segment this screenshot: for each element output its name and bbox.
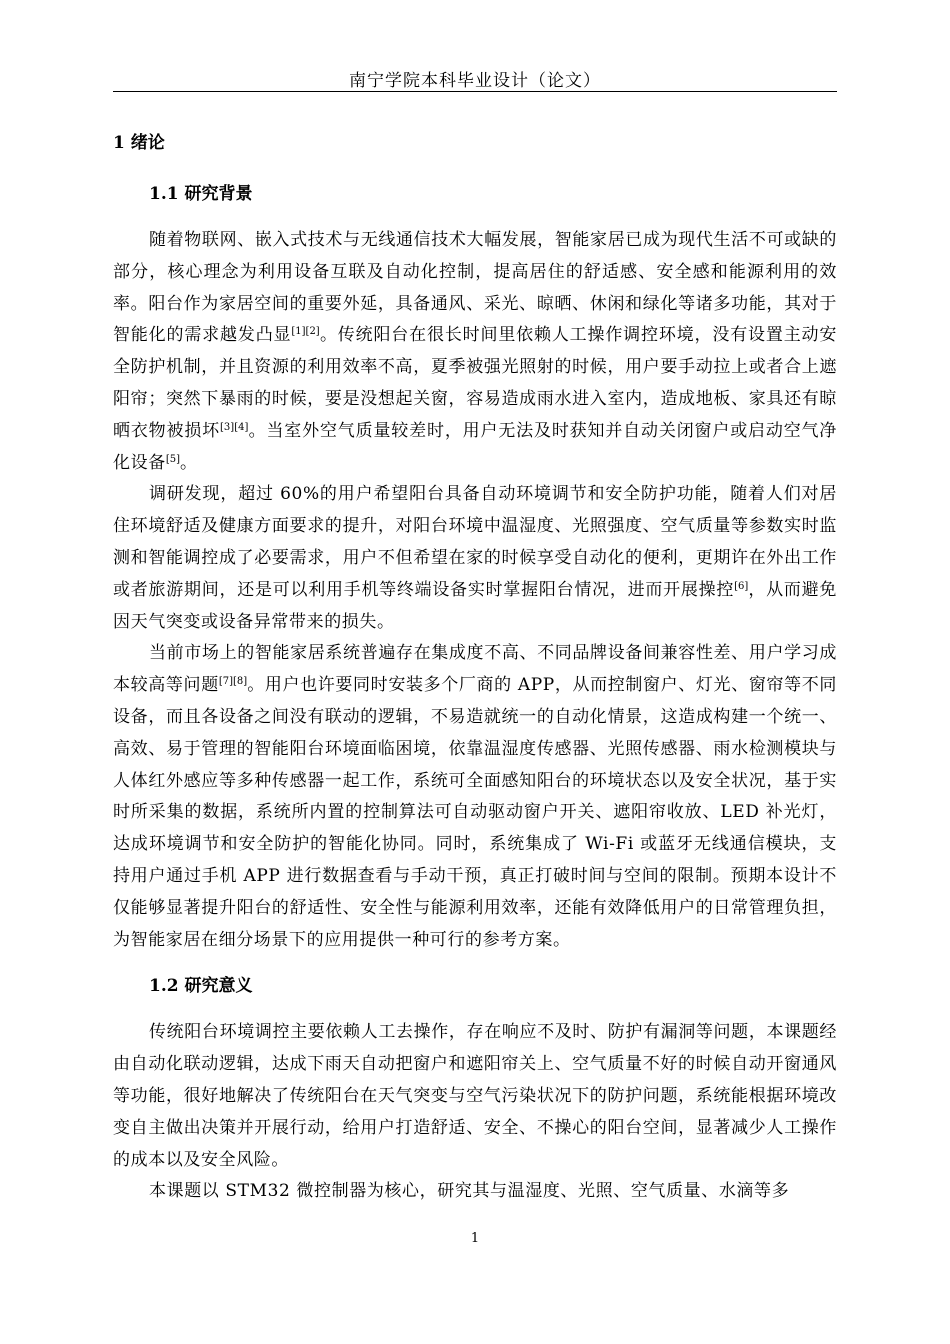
paragraph [113, 479, 837, 638]
section-title-significance: 1.2 研究意义 [149, 976, 253, 997]
chapter-title: 1 绪论 [113, 133, 165, 153]
paragraph-text: 传统阳台环境调控主要依赖人工去操作，存在响应不及时、防护有漏洞等问题，本课题经由自动化联动逻辑，达成下雨天自动把窗户和遮阳帘关上、空气质量不好的时候自动开窗通风等功能，很好地解决了传统阳台在天气突变与空气污染状况下的防护问题，系统能根据环境改变自主做出决策并开展行动，给用户打造舒适、安全、不操心的阳台空间，显著减少人工操作的成本以及安全风险。 [113, 1022, 837, 1170]
paragraph-text: ，从而避免因天气突变或设备异常带来的损失。 [113, 579, 838, 632]
paragraph-text: 。 [179, 452, 198, 473]
citation-marker: [3][4] [220, 421, 249, 433]
paragraph-text: 当前市场上的智能家居系统普遍存在集成度不高、不同品牌设备间兼容性差、用户学习成本较高等问题 [113, 643, 837, 696]
paragraph-text: 。传统阳台在很长时间里依赖人工操作调控环境，没有设置主动安全防护机制，并且资源的利用效率不高，夏季被强光照射的时候，用户要手动拉上或者合上遮阳帘；突然下暴雨的时候，要是没想起关窗，容易造成雨水进入室内，造成地板、家具还有晾晒衣物被损坏 [113, 325, 837, 441]
section-title-background: 1.1 研究背景 [149, 184, 253, 204]
paragraph [113, 225, 837, 479]
paragraph-text: 。当室外空气质量较差时，用户无法及时获知并自动关闭窗户或启动空气净化设备 [113, 420, 837, 473]
citation-marker: [6] [734, 580, 749, 592]
paragraph-text: 本课题以 STM32 微控制器为核心，研究其与温湿度、光照、空气质量、水滴等多 [149, 1181, 790, 1202]
header-rule [113, 91, 837, 92]
paragraph-text: 。用户也许要同时安装多个厂商的 APP，从而控制窗户、灯光、窗帘等不同设备，而且各设备之间没有联动的逻辑，不易造就统一的自动化情景，这造成构建一个统一、高效、易于管理的智能阳台环境面临困境，依靠温湿度传感器、光照传感器、雨水检测模块与人体红外感应等多种传感器一起工作，系统可全面感知阳台的环境状态以及安全状况，基于实时所采集的数据，系统所内置的控制算法可自动驱动窗户开关、遮阳帘收放、LED 补光灯，达成环境调节和安全防护的智能化协同。同时，系统集成了 Wi-Fi 或蓝牙无线通信模块，支持用户通过手机 APP 进行数据查看与手动干预，真正打破时间与空间的限制。预期本设计不仅能够显著提升阳台的舒适性、安全性与能源利用效率，还能有效降低用户的日常管理负担，为智能家居在细分场景下的应用提供一种可行的参考方案。 [113, 675, 837, 950]
paragraph [113, 1176, 837, 1208]
paragraph [113, 1017, 837, 1176]
page-body [113, 127, 837, 1208]
paragraph-text: 随着物联网、嵌入式技术与无线通信技术大幅发展，智能家居已成为现代生活不可或缺的部分，核心理念为利用设备互联及自动化控制，提高居住的舒适感、安全感和能源利用的效率。阳台作为家居空间的重要外延，具备通风、采光、晾晒、休闲和绿化等诸多功能，其对于智能化的需求越发凸显 [113, 230, 837, 346]
paragraph-text: 调研发现，超过 60%的用户希望阳台具备自动环境调节和安全防护功能，随着人们对居住环境舒适及健康方面要求的提升，对阳台环境中温湿度、光照强度、空气质量等参数实时监测和智能调控成了必要需求，用户不但希望在家的时候享受自动化的便利，更期许在外出工作或者旅游期间，还是可以利用手机等终端设备实时掌握阳台情况，进而开展操控 [113, 484, 837, 600]
citation-marker: [7][8] [218, 676, 248, 688]
paragraph [113, 638, 837, 956]
page-number: 1 [470, 1231, 480, 1246]
citation-marker: [5] [165, 453, 180, 465]
citation-marker: [1][2] [291, 326, 320, 338]
running-header: 南宁学院本科毕业设计（论文） [349, 71, 601, 91]
